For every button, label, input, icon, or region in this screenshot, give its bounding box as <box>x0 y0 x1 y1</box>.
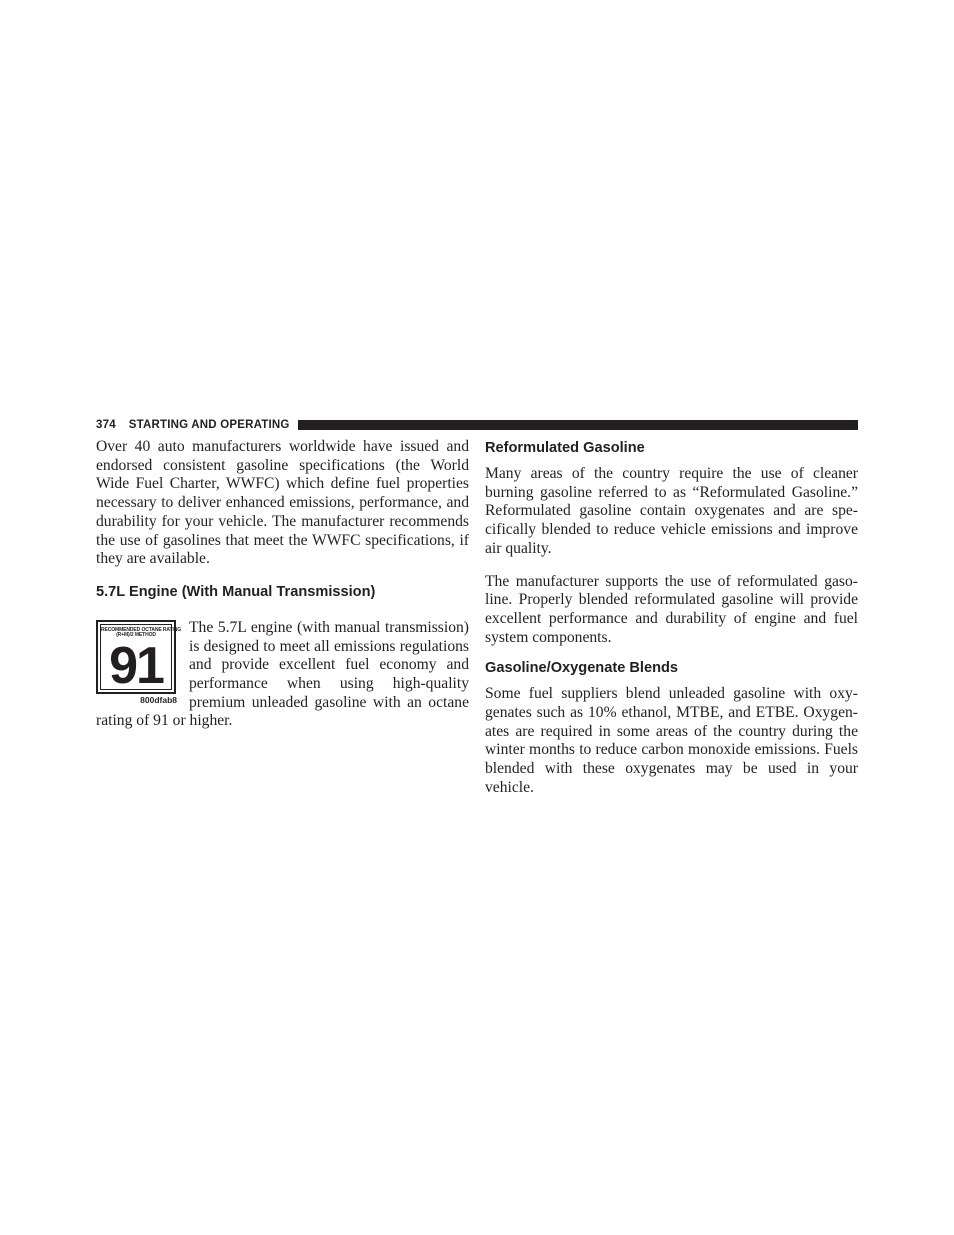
octane-label-line1: RECOMMENDED OCTANE RATING <box>101 626 182 633</box>
octane-label-line2: (R+M)/2 METHOD <box>116 632 156 639</box>
image-caption-code: 800dfab8 <box>140 694 177 705</box>
reformulated-paragraph-1: Many areas of the country require the use of cleaner burning gasoline referred to as “Reformulated Gasoline.” Reformulated gasoline contain oxygenates and are specifically blended to reduce vehicle emissions and improve air quality. <box>485 465 858 557</box>
octane-label-box <box>96 620 182 695</box>
oxygenate-heading: Gasoline/Oxygenate Blends <box>485 660 679 677</box>
reformulated-heading: Reformulated Gasoline <box>485 440 645 456</box>
engine-paragraph: The 5.7L engine (with manual transmission) is designed to meet all emissions regulations and provide excellent fuel economy and performance when using high-quality premium unleaded gasoline with an octane rating of 91 or higher. <box>96 618 469 730</box>
octane-label-inner <box>100 624 182 695</box>
page-number: 374 <box>96 419 116 431</box>
engine-heading: 5.7L Engine (With Manual Transmission) <box>96 583 376 600</box>
intro-paragraph: Over 40 auto manufacturers worldwide have issued and endorsed consistent gasoline specifications (the World Wide Fuel Charter, WWFC) which define fuel properties necessary to deliver enhanced emissions, performance, and durability for your vehicle. The manufacturer recommends the use of gasolines that meet the WWFC specifications, if they are available. <box>96 438 469 568</box>
reformulated-paragraph-2: The manufacturer supports the use of reformulated gasoline. Properly blended reformulated gasoline will provide excellent performance and durability of engine and fuel system components. <box>485 572 858 646</box>
oxygenate-paragraph: Some fuel suppliers blend unleaded gasoline with oxygenates such as 10% ethanol, MTBE, and ETBE. Oxygenates are required in some areas of the country during the winter months to reduce carbon monoxide emissions. Fuels blended with these oxygenates may be used in your vehicle. <box>485 685 858 796</box>
octane-number: 91 <box>109 636 163 695</box>
left-column <box>96 438 469 745</box>
header-rule <box>298 420 858 430</box>
section-title: STARTING AND OPERATING <box>128 419 290 431</box>
page-header <box>96 417 858 433</box>
right-column <box>485 438 858 812</box>
octane-rating-label <box>96 620 182 705</box>
